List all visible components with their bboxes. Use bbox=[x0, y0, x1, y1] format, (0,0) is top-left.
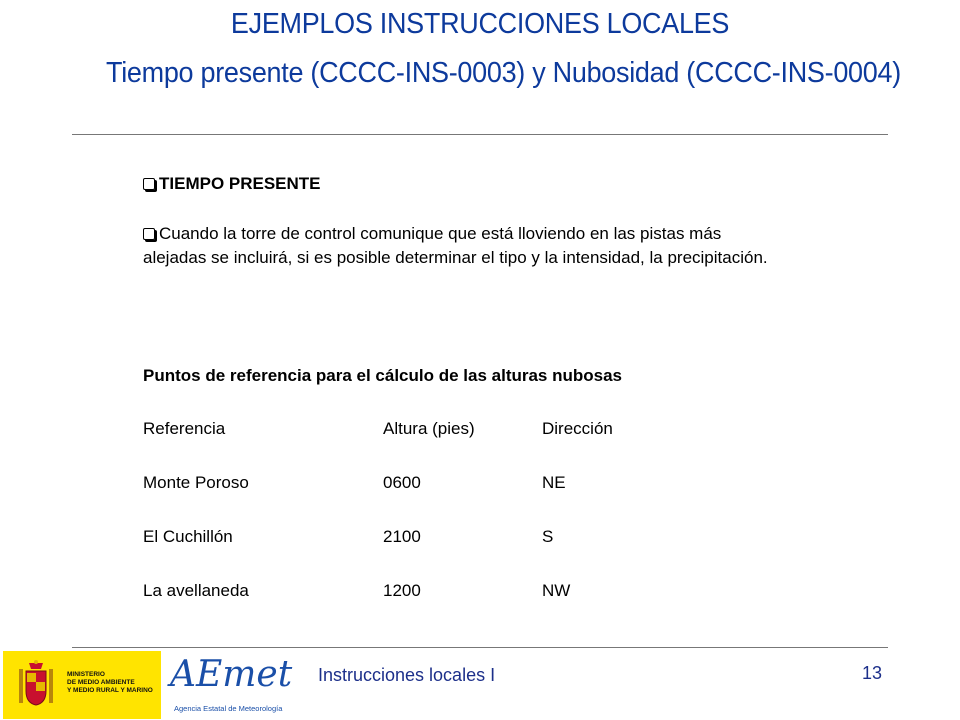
table-header-cell: Referencia bbox=[143, 419, 226, 438]
aemet-brand: AEmet bbox=[170, 654, 293, 695]
page-subtitle: Tiempo presente (CCCC-INS-0003) y Nubosidad (CCCC-INS-0004) bbox=[106, 57, 901, 89]
aemet-logo bbox=[170, 654, 293, 718]
table-cell: NW bbox=[542, 581, 571, 600]
bullet-tiempo-presente bbox=[143, 174, 321, 194]
ministry-line: Y MEDIO RURAL Y MARINO bbox=[67, 687, 153, 694]
footer-title: Instrucciones locales I bbox=[318, 665, 496, 685]
top-divider bbox=[72, 134, 888, 135]
page-number: 13 bbox=[862, 663, 883, 683]
coat-of-arms-icon bbox=[13, 659, 59, 711]
table-cell: La avellaneda bbox=[143, 581, 249, 600]
table-cell: S bbox=[542, 527, 554, 546]
bottom-divider bbox=[72, 647, 888, 648]
bullet-text: TIEMPO PRESENTE bbox=[159, 174, 321, 193]
page-title: EJEMPLOS INSTRUCCIONES LOCALES bbox=[230, 8, 730, 40]
table-cell: 0600 bbox=[383, 473, 421, 492]
reference-heading: Puntos de referencia para el cálculo de las alturas nubosas bbox=[143, 366, 623, 385]
bullet-description bbox=[143, 222, 783, 270]
table-cell: Monte Poroso bbox=[143, 473, 249, 492]
table-cell: 1200 bbox=[383, 581, 421, 600]
table-header-cell: Dirección bbox=[542, 419, 613, 438]
table-cell: NE bbox=[542, 473, 566, 492]
ministry-logo bbox=[3, 651, 161, 719]
table-header-cell: Altura (pies) bbox=[383, 419, 475, 438]
checkbox-bullet-icon bbox=[143, 228, 155, 240]
checkbox-bullet-icon bbox=[143, 178, 155, 190]
ministry-text bbox=[67, 671, 153, 695]
bullet-text: Cuando la torre de control comunique que está lloviendo en las pistas más alejadas se incluirá, si es posible determinar el tipo y la intensidad, la precipitación. bbox=[143, 224, 768, 267]
ministry-line: DE MEDIO AMBIENTE bbox=[67, 679, 135, 686]
aemet-subtitle: Agencia Estatal de Meteorología bbox=[174, 704, 283, 713]
table-cell: El Cuchillón bbox=[143, 527, 233, 546]
ministry-line: MINISTERIO bbox=[67, 671, 105, 678]
table-cell: 2100 bbox=[383, 527, 421, 546]
